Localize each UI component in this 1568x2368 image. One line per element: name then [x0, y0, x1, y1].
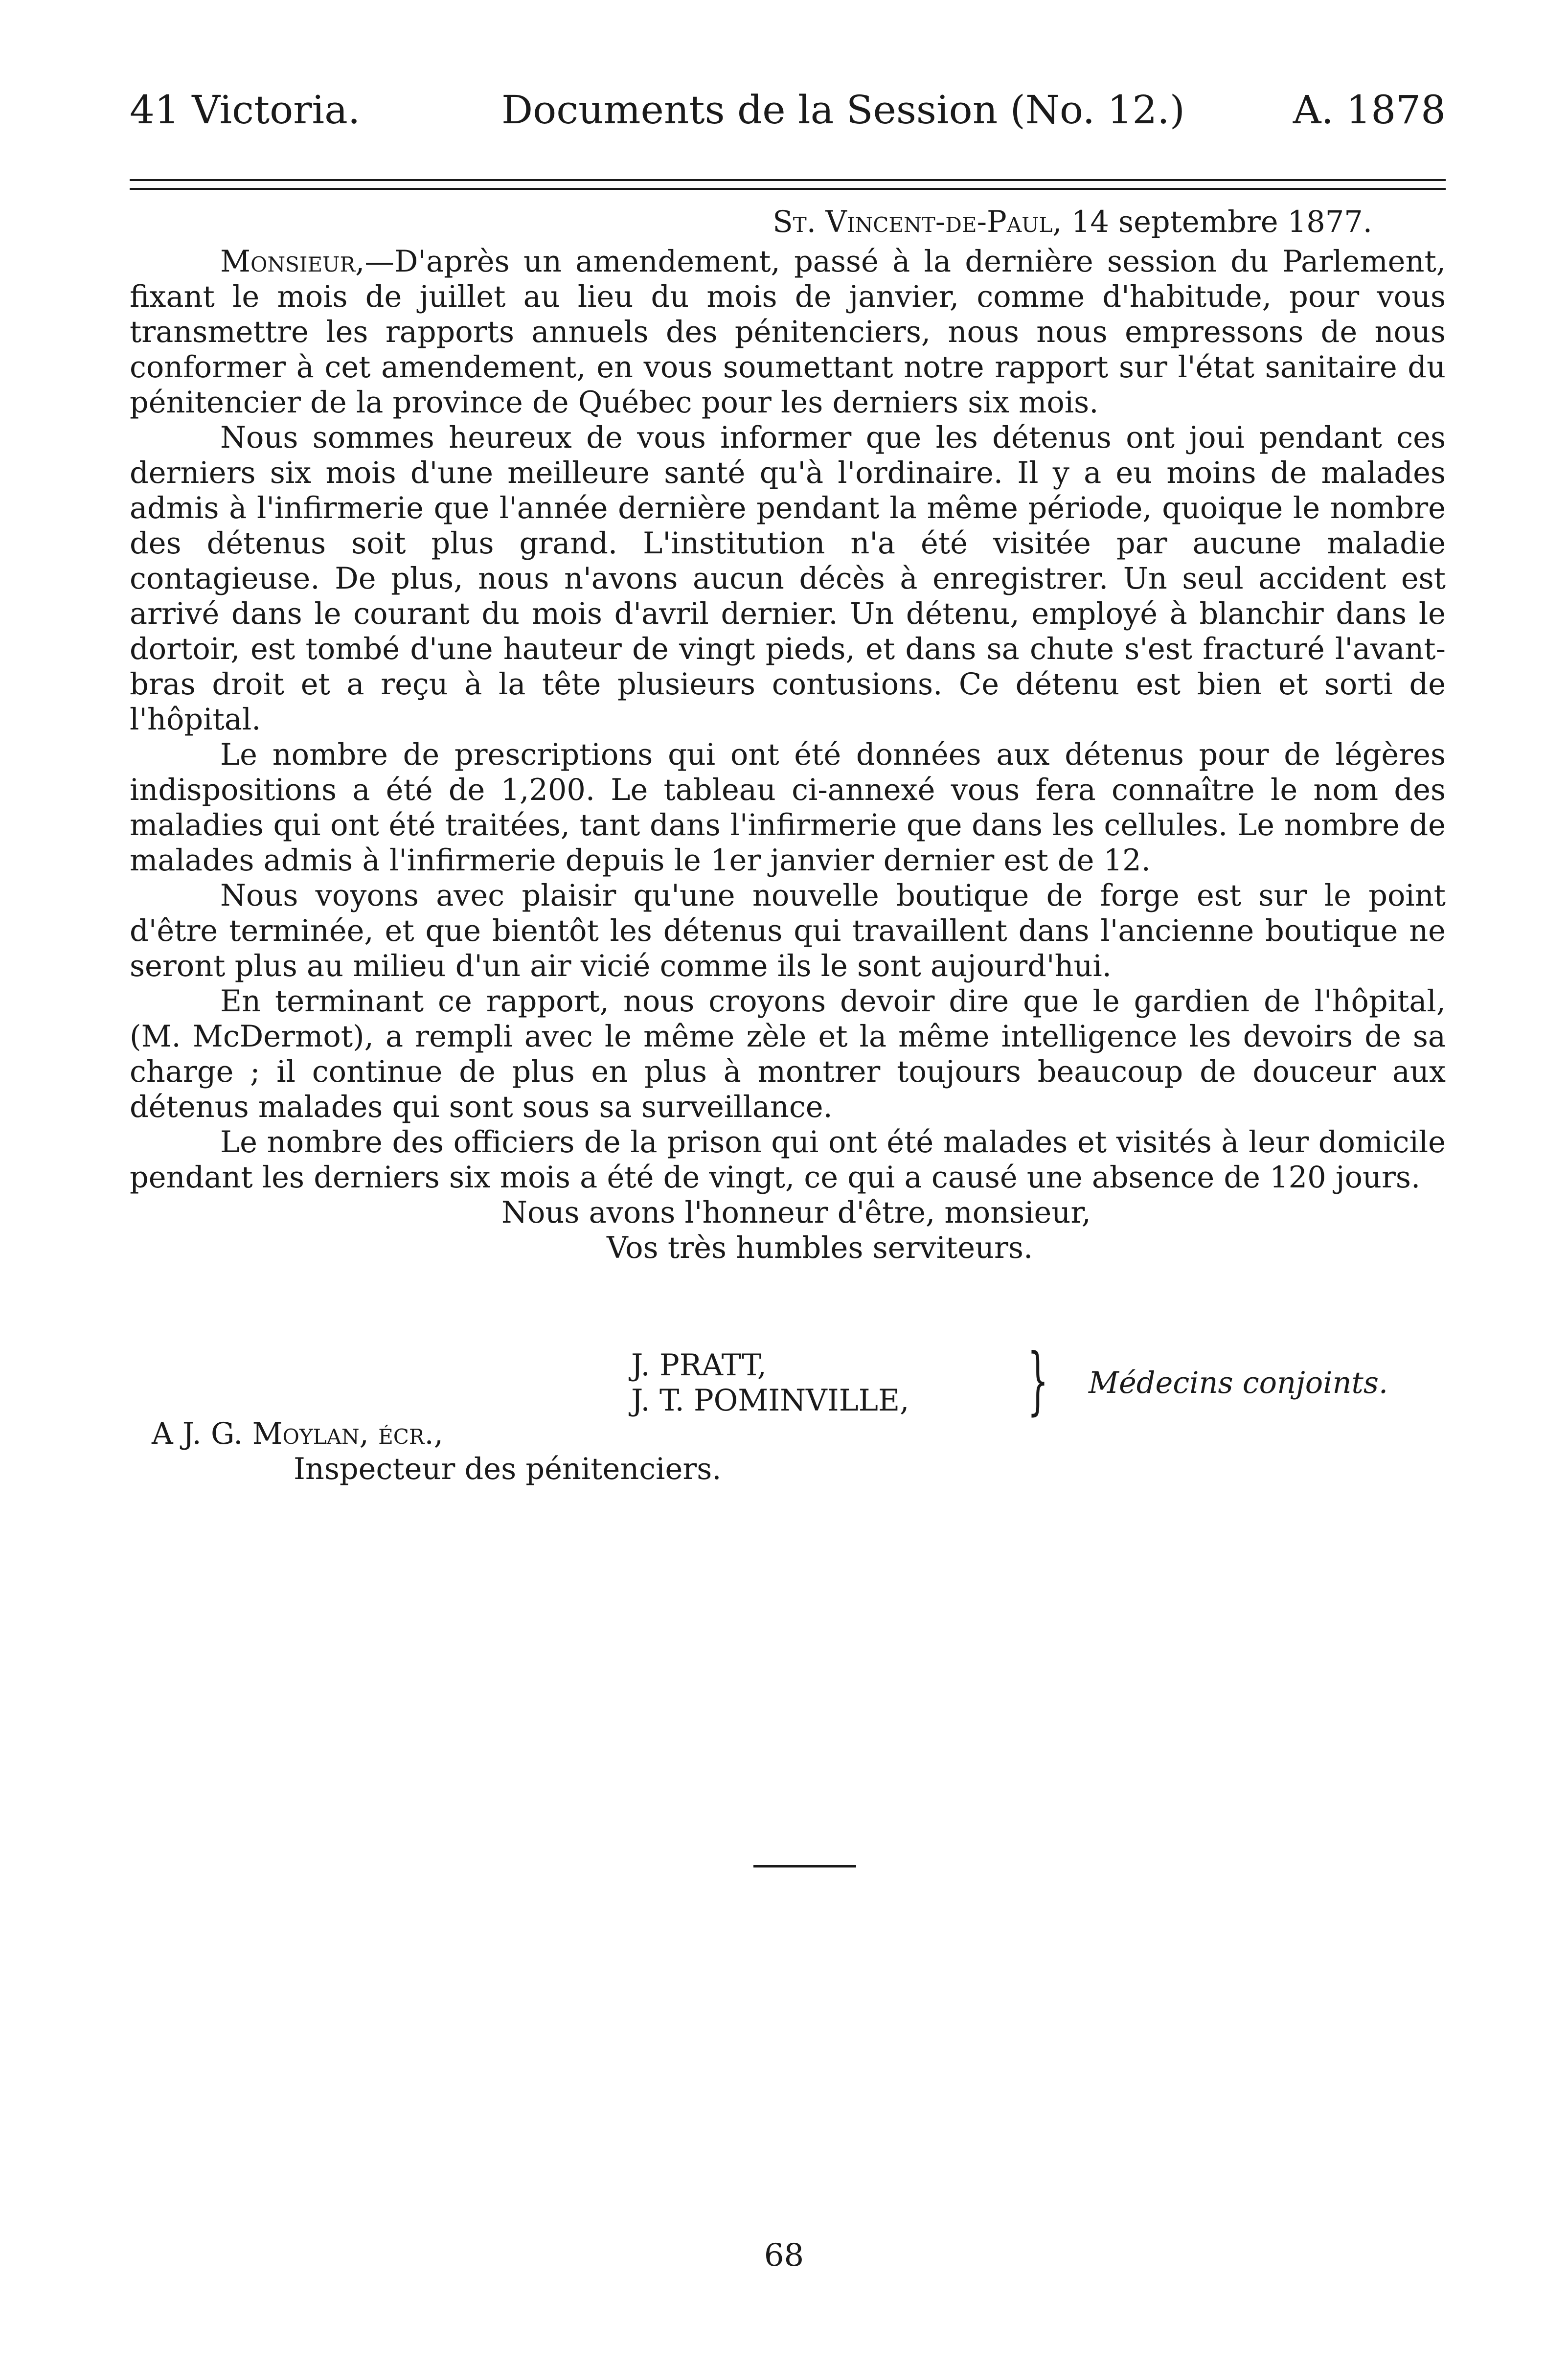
letter-body	[130, 205, 1446, 1266]
running-header	[130, 81, 1446, 139]
end-rule	[753, 1865, 856, 1867]
salutation: Monsieur,	[220, 245, 365, 279]
paragraph-1-text: —D'après un amendement, passé à la dernière session du Parlement, fixant le mois de juillet au lieu du mois de janvier, comme d'habitude, pour vous transmettre les rapports annuels des pénitenciers, nous nous empressons de nous conformer à cet amendement, en vous soumettant notre rapport sur l'état sanitaire du pénitencier de la province de Québec pour les derniers six mois.	[130, 245, 1446, 420]
header-volume: 41 Victoria.	[130, 87, 361, 133]
header-title: Documents de la Session (No. 12.)	[501, 87, 1185, 133]
paragraph-2: Nous sommes heureux de vous informer que les détenus ont joui pendant ces derniers six mois d'une meilleure santé qu'à l'ordinaire. Il y a eu moins de malades admis à l'infirmerie que l'année dernière pendant la même période, quoique le nombre des détenus soit plus grand. L'institution n'a été visitée par aucune maladie contagieuse. De plus, nous n'avons aucun décès à enregistrer. Un seul accident est arrivé dans le courant du mois d'avril dernier. Un détenu, employé à blanchir dans le dortoir, est tombé d'une hauteur de vingt pieds, et dans sa chute s'est fracturé l'avant-bras droit et a reçu à la tête plusieurs contusions. Ce détenu est bien et sorti de l'hôpital.	[130, 421, 1446, 737]
addressee-title: Inspecteur des pénitenciers.	[294, 1452, 722, 1486]
signatory-2: J. T. POMINVILLE,	[631, 1384, 909, 1418]
dateline-place: St. Vincent-de-Paul,	[773, 205, 1062, 239]
addressee	[152, 1416, 722, 1487]
dateline-date: 14 septembre 1877.	[1071, 205, 1372, 239]
closing-line-2: Vos très humbles serviteurs.	[607, 1231, 1033, 1265]
signatory-names	[631, 1348, 909, 1418]
dateline	[130, 205, 1446, 240]
signatory-role: Médecins conjoints.	[1089, 1366, 1388, 1400]
paragraph-3: Le nombre de prescriptions qui ont été données aux détenus pour de légères indispositions a été de 1,200. Le tableau ci-annexé vous fera connaître le nom des maladies qui ont été traitées, tant dans l'infirmerie que dans les cellules. Le nombre de malades admis à l'infirmerie depuis le 1er janvier dernier est de 12.	[130, 738, 1446, 878]
header-year: A. 1878	[1293, 87, 1446, 133]
paragraph-6: Le nombre des officiers de la prison qui ont été malades et visités à leur domicile pendant les derniers six mois a été de vingt, ce qui a causé une absence de 120 jours.	[130, 1125, 1446, 1195]
page-number: 68	[764, 2237, 804, 2274]
paragraph-4: Nous voyons avec plaisir qu'une nouvelle boutique de forge est sur le point d'être terminée, et que bientôt les détenus qui travaillent dans l'ancienne boutique ne seront plus au milieu d'un air vicié comme ils le sont aujourd'hui.	[130, 879, 1446, 983]
header-rule-top	[130, 179, 1446, 181]
closing-line-1: Nous avons l'honneur d'être, monsieur,	[501, 1196, 1091, 1230]
paragraph-5: En terminant ce rapport, nous croyons devoir dire que le gardien de l'hôpital, (M. McDermot), a rempli avec le même zèle et la même intelligence les devoirs de sa charge ; il continue de plus en plus à montrer toujours beaucoup de douceur aux détenus malades qui sont sous sa surveillance.	[130, 984, 1446, 1124]
paragraph-1	[130, 244, 1446, 420]
right-brace-icon: }	[1027, 1338, 1048, 1423]
signature-block	[631, 1338, 1438, 1426]
header-rule-bottom	[130, 188, 1446, 190]
signatory-1: J. PRATT,	[631, 1348, 767, 1383]
addressee-name: A J. G. Moylan, écr.,	[152, 1417, 443, 1451]
